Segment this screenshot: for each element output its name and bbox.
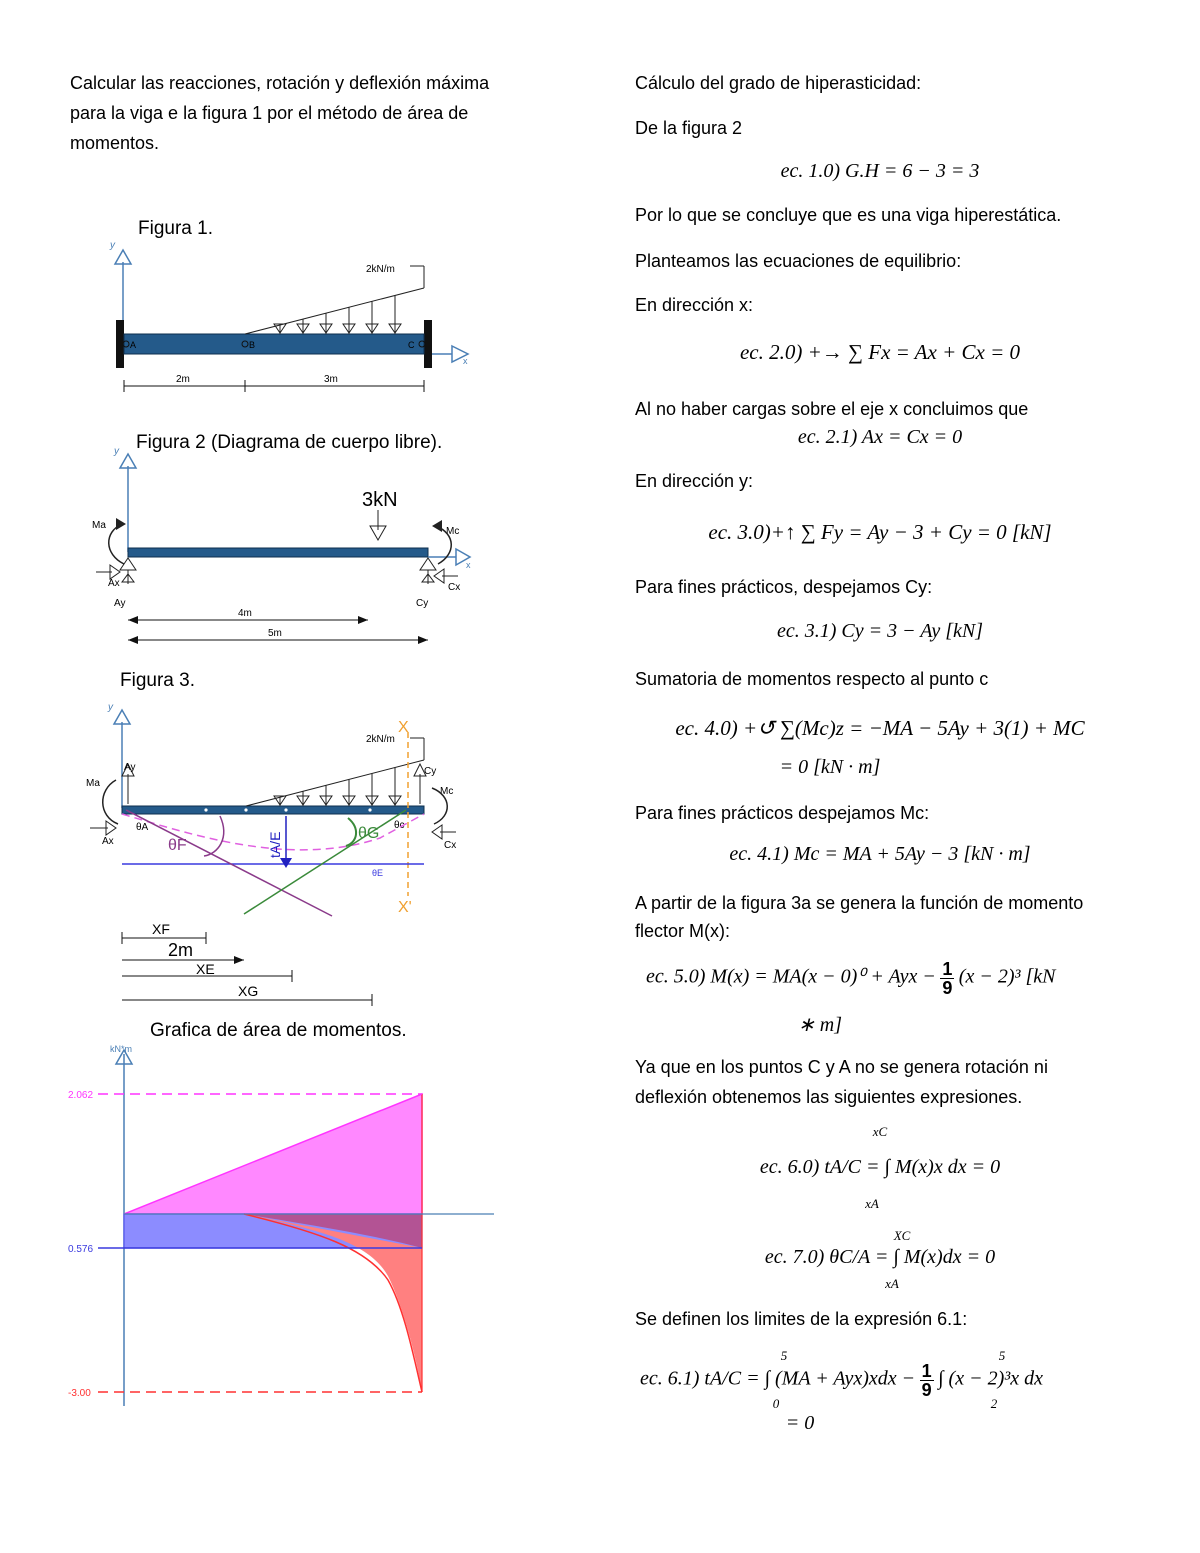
fig3a-line-1: A partir de la figura 3a se genera la función de momento: [635, 893, 1084, 913]
fig3-cy: Cy: [424, 766, 437, 777]
eq-5-0-c: ∗ m]: [798, 1014, 842, 1036]
eq-6-1-num: 1: [921, 1361, 932, 1381]
limites: Se definen los limites de la expresión 6.1:: [635, 1309, 968, 1329]
eq-6-1-lower-1: 0: [772, 1396, 780, 1411]
despejamos-cy: Para fines prácticos, despejamos Cy:: [635, 577, 933, 597]
fig3-xf: XF: [152, 921, 170, 937]
cya-line-1: Ya que en los puntos C y A no se genera rotación ni: [635, 1057, 1048, 1077]
eq-1-0: ec. 1.0) G.H = 6 − 3 = 3: [780, 160, 980, 182]
fig2-ma: Ma: [92, 520, 106, 531]
fig3-theta-a: θA: [136, 822, 149, 833]
fig3-axis-y: y: [108, 702, 113, 713]
fig1-dim-2: 3m: [324, 374, 338, 385]
eq-7-0-lower: xA: [885, 1276, 899, 1291]
fig3-theta-c: θc: [394, 820, 405, 831]
eq-7-0: ec. 7.0) θC/A = ∫ M(x)dx = 0: [764, 1246, 996, 1268]
fig4-tick-top: 2.062: [68, 1090, 94, 1101]
eq-5-0: [646, 960, 1126, 1010]
fig3-dim-2m: 2m: [168, 940, 194, 960]
eq-5-0-den: 9: [942, 978, 953, 998]
eq-3-0: ec. 3.0)+↑ ∑ Fy = Ay − 3 + Cy = 0 [kN]: [708, 520, 1052, 544]
despejamos-mc: Para fines prácticos despejamos Mc:: [635, 803, 930, 823]
fig3-xg: XG: [238, 983, 259, 999]
fig3-theta-g: θG: [358, 825, 380, 842]
fig3-cx: Cx: [444, 840, 457, 851]
eq-2-0: ec. 2.0) +→ ∑ Fx = Ax + Cx = 0: [739, 340, 1021, 364]
figure-2-title: Figura 2 (Diagrama de cuerpo libre).: [136, 432, 443, 453]
eq-4-0-b: = 0 [kN · m]: [779, 756, 881, 778]
fig2-dim-2: 5m: [268, 628, 282, 639]
eq-3-1: ec. 3.1) Cy = 3 − Ay [kN]: [776, 620, 984, 642]
fig4-tick-bottom: -3.00: [68, 1388, 91, 1399]
eq-6-1-upper-1: 5: [780, 1348, 788, 1363]
no-cargas: Al no haber cargas sobre el eje x concluimos que: [635, 399, 1029, 419]
fig3-t-ae: tA/E: [267, 831, 283, 858]
fig2-ax: Ax: [108, 578, 120, 589]
fig2-dim-1: 4m: [238, 608, 252, 619]
eq-5-0-fraction: [940, 960, 954, 997]
figure-3-title: Figura 3.: [120, 670, 195, 691]
fig1-dim-1: 2m: [176, 374, 190, 385]
eq-4-1: ec. 4.1) Mc = MA + 5Ay − 3 [kN · m]: [729, 843, 1031, 865]
fig4-axis-label: kN*m: [110, 1044, 132, 1054]
eq-6-1-a: ec. 6.1) tA/C = ∫ (MA + Ayx)xdx −: [640, 1367, 916, 1390]
eq-2-1: ec. 2.1) Ax = Cx = 0: [797, 426, 963, 448]
eq-6-1-b: ∫ (x − 2)³x dx: [938, 1367, 1043, 1390]
eq-6-1-lower-2: 2: [990, 1396, 998, 1411]
fig3-theta-e: θE: [372, 868, 384, 878]
intro-line-2: para la viga e la figura 1 por el método de área de: [70, 103, 469, 123]
figure-3: [80, 698, 500, 1008]
fig3-x-top: X: [398, 719, 409, 736]
direccion-y: En dirección y:: [635, 471, 754, 491]
fig1-point-b: B: [249, 340, 256, 350]
fig3-x-bottom: X': [398, 899, 412, 916]
eq-5-0-b: (x − 2)³ [kN: [958, 965, 1056, 988]
fig3-xe: XE: [196, 961, 215, 977]
fig1-axis-y: y: [110, 240, 115, 251]
fig3a-line-2: flector M(x):: [635, 921, 731, 941]
sumatoria-momentos: Sumatoria de momentos respecto al punto c: [635, 669, 989, 689]
eq-6-0: ec. 6.0) tA/C = ∫ M(x)x dx = 0: [759, 1156, 1001, 1178]
fig3-mc: Mc: [440, 786, 454, 797]
line-fig2: De la figura 2: [635, 118, 743, 138]
planteamos: Planteamos las ecuaciones de equilibrio:: [635, 251, 962, 271]
fig2-load-label: 3kN: [362, 489, 398, 511]
fig2-axis-y: y: [114, 446, 119, 457]
eq-6-1-c: = 0: [785, 1412, 815, 1434]
eq-6-1-fraction: [920, 1362, 934, 1399]
eq-6-1: [640, 1362, 1130, 1406]
eq-6-0-lower: xA: [865, 1196, 879, 1211]
fig3-ma: Ma: [86, 778, 100, 789]
eq-5-0-a: ec. 5.0) M(x) = MA(x − 0)⁰ + Ayx −: [646, 965, 936, 988]
figure-2: [86, 446, 506, 646]
eq-7-0-upper: XC: [893, 1228, 911, 1243]
fig3-ax: Ax: [102, 836, 114, 847]
cya-line-2: deflexión obtenemos las siguientes expresiones.: [635, 1087, 1023, 1107]
fig2-axis-x: x: [466, 560, 471, 570]
fig4-tick-mid: 0.576: [68, 1244, 94, 1255]
heading-hiperasticidad: Cálculo del grado de hiperasticidad:: [635, 73, 922, 93]
figure-4-title: Grafica de área de momentos.: [150, 1020, 407, 1041]
fig2-ay: Ay: [114, 598, 126, 609]
fig1-point-a: A: [130, 340, 137, 350]
fig3-ay: Ay: [124, 762, 136, 773]
fig1-load-label: 2kN/m: [366, 264, 395, 275]
fig1-point-c: C: [408, 340, 415, 350]
eq-6-1-upper-2: 5: [998, 1348, 1006, 1363]
eq-4-0-a: ec. 4.0) +↺ ∑(Mc)z = −MA − 5Ay + 3(1) + MC: [675, 716, 1085, 740]
intro-line-3: momentos.: [70, 133, 160, 153]
eq-6-0-upper: xC: [872, 1124, 888, 1139]
fig3-load-label: 2kN/m: [366, 734, 395, 745]
moment-area-chart: [58, 1036, 498, 1406]
eq-5-0-num: 1: [942, 959, 953, 979]
intro-line-1: Calcular las reacciones, rotación y deflexión máxima: [70, 73, 490, 93]
fig1-axis-x: x: [463, 356, 468, 366]
figure-1: [90, 240, 510, 400]
fig3-theta-f: θF: [168, 837, 187, 854]
fig2-cy: Cy: [416, 598, 429, 609]
direccion-x: En dirección x:: [635, 295, 754, 315]
eq-6-1-den: 9: [921, 1380, 932, 1400]
fig2-mc: Mc: [446, 526, 460, 537]
conclusion-hiperestatica: Por lo que se concluye que es una viga hiperestática.: [635, 205, 1062, 225]
fig2-cx: Cx: [448, 582, 461, 593]
figure-1-title: Figura 1.: [138, 218, 213, 239]
